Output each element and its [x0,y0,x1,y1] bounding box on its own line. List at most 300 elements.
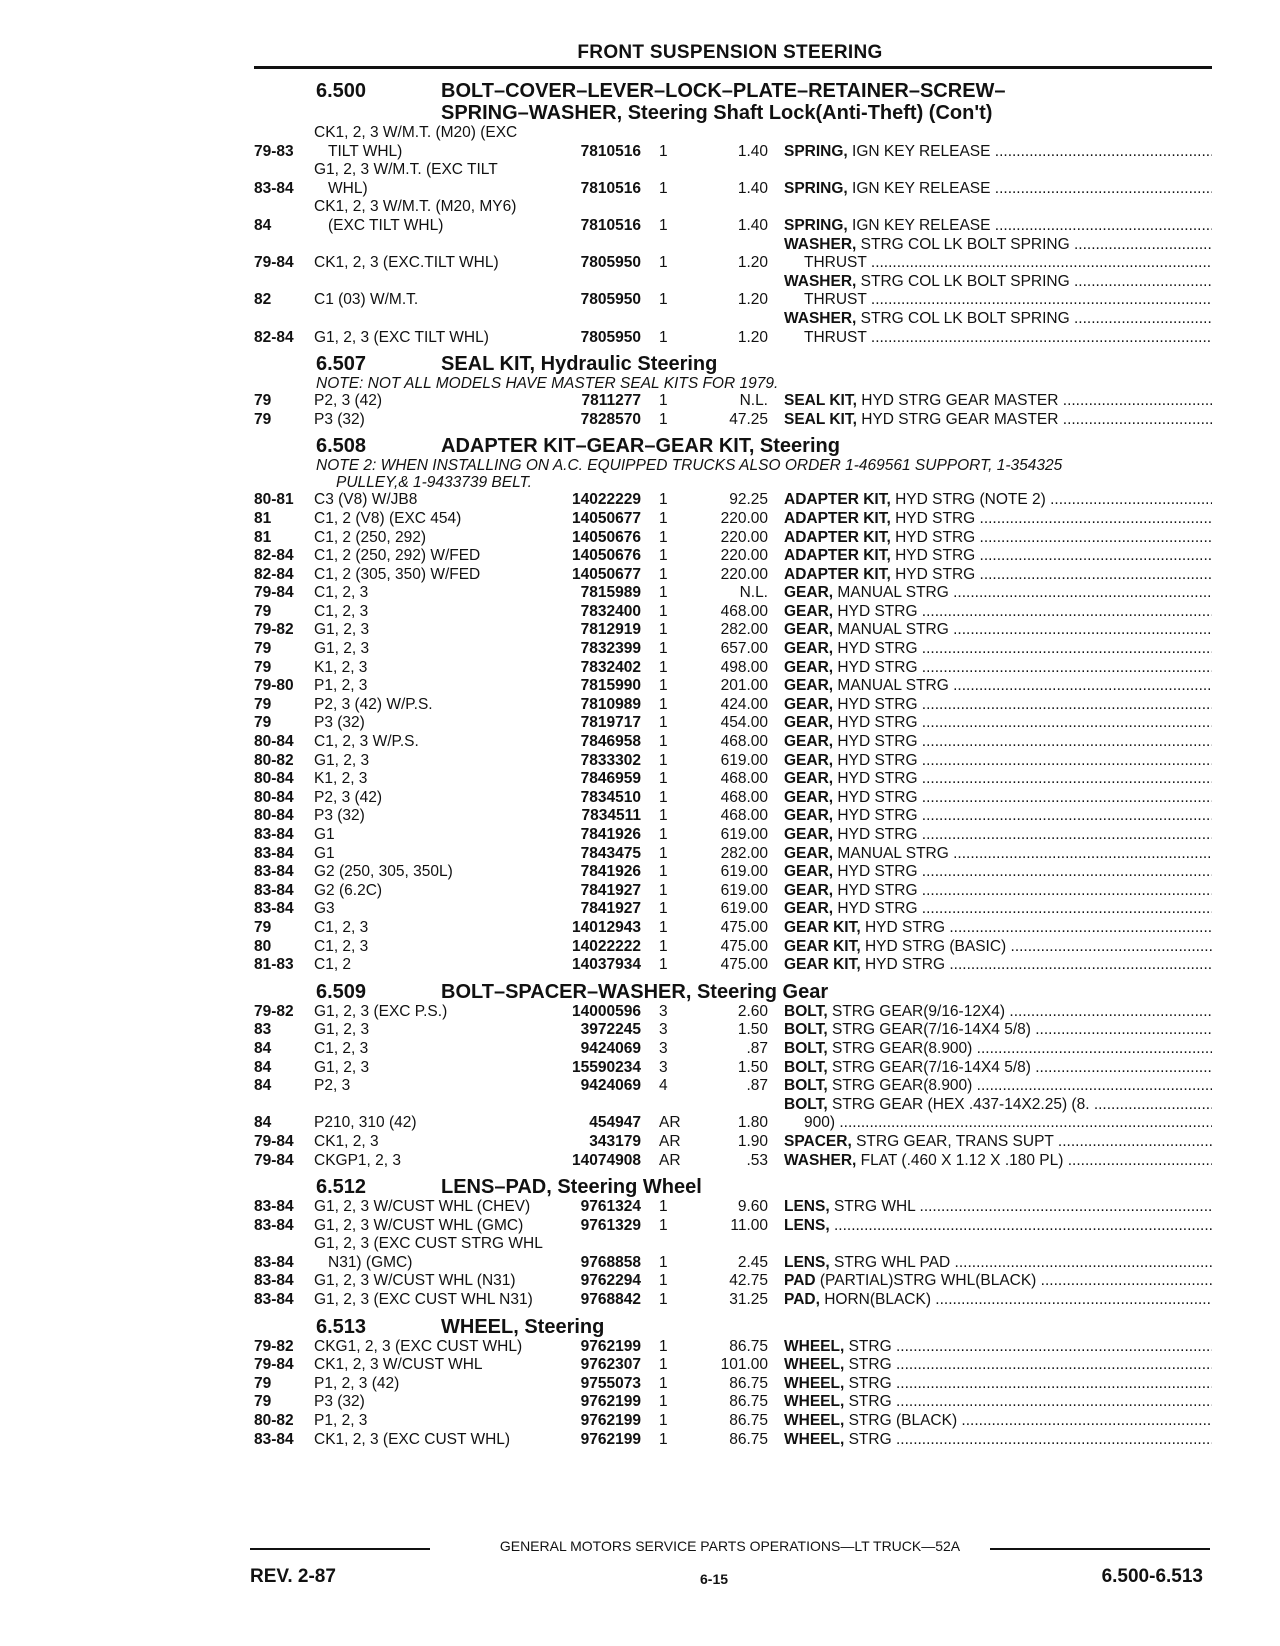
price: 1.90 [737,1132,768,1150]
part-description [776,1431,1212,1450]
model-years: 83-84 [254,1272,294,1290]
description-line [784,1356,1212,1375]
description-line-continued [784,291,1212,310]
model-line: C1, 2 (305, 350) W/FED [314,565,481,583]
table-row [254,621,1212,640]
model-years: 80-84 [254,733,294,751]
price: 475.00 [720,918,768,936]
part-description [776,143,1212,162]
part-name: SPRING, [784,142,848,160]
part-description [776,621,1212,640]
quantity: 1 [659,863,668,881]
model-line: C1, 2 (250, 292) W/FED [314,547,481,565]
part-number: 454947 [589,1114,641,1132]
description-line [784,826,1212,845]
header-rule [254,66,1212,69]
model-description [314,1133,569,1152]
quantity: 1 [659,695,668,713]
part-detail: HYD STRG ..... [865,919,1212,936]
part-detail: HYD STRG (BASIC) ..... [865,938,1212,955]
part-name: ADAPTER KIT, [784,509,891,527]
price: 201.00 [720,677,768,695]
model-line: G1, 2, 3 (EXC CUST STRG WHL [314,1235,543,1253]
model-line: P3 (32) [314,807,365,825]
price: 468.00 [720,770,768,788]
model-line: CKGP1, 2, 3 [314,1151,402,1169]
part-name: WHEEL, [784,1337,845,1355]
model-description [314,1412,569,1431]
table-row [254,938,1212,957]
part-description [776,770,1212,789]
price: 475.00 [720,956,768,974]
model-line: P1, 2, 3 [314,677,368,695]
model-line: C1 (03) W/M.T. [314,291,419,309]
description-line [784,1040,1212,1059]
price: 657.00 [720,640,768,658]
description-line [784,1152,1212,1171]
part-detail: MANUAL STRG ..... [837,621,1212,638]
description-line [784,845,1212,864]
part-detail: STRG WHL ..... [834,1198,1212,1215]
model-years: 82-84 [254,565,294,583]
section-number: 6.500 [316,80,367,102]
model-years: 79 [254,658,272,676]
model-line: P2, 3 (42) [314,392,383,410]
part-name: SEAL KIT, [784,410,857,428]
description-line [784,714,1212,733]
part-description [776,789,1212,808]
table-row [254,1235,1212,1272]
section-number: 6.512 [316,1176,367,1199]
quantity: 1 [659,937,668,955]
quantity: 1 [659,392,668,410]
model-years: 79-84 [254,254,294,272]
part-detail: STRG GEAR, TRANS SUPT ..... [856,1133,1212,1150]
parts-listing [254,74,1212,1449]
price: 454.00 [720,714,768,732]
description-line [784,640,1212,659]
part-detail: STRG GEAR(8.900) ..... [832,1077,1212,1094]
model-line: C1, 2 (V8) (EXC 454) [314,509,462,527]
model-description [314,938,569,957]
model-years: 80-82 [254,751,294,769]
description-line [784,752,1212,771]
quantity: 1 [659,1356,668,1374]
part-description [776,1059,1212,1078]
part-description [776,845,1212,864]
model-description [314,1338,569,1357]
quantity: 1 [659,142,668,160]
model-years: 83-84 [254,826,294,843]
description-line-continued [784,329,1212,348]
part-name: LENS, [784,1216,830,1234]
model-years: 84 [254,1039,272,1057]
description-line [784,621,1212,640]
part-number: 9762294 [580,1272,641,1290]
quantity: 1 [659,733,668,751]
model-years: 84 [254,1077,272,1095]
description-line [784,547,1212,566]
footer-publisher-text: GENERAL MOTORS SERVICE PARTS OPERATIONS—LT TRUCK—52A [490,1538,970,1554]
table-row [254,1198,1212,1217]
table-row [254,863,1212,882]
part-number: 7834510 [580,788,641,806]
part-detail: STRG COL LK BOLT SPRING ..... [861,310,1212,327]
model-description [314,124,569,161]
quantity: 1 [659,844,668,862]
part-name: GEAR, [784,658,834,676]
section-title [441,435,1212,457]
model-description [314,882,569,901]
part-number: 7841927 [580,881,641,899]
model-description [314,919,569,938]
part-detail: STRG GEAR(8.900) ..... [832,1040,1212,1057]
model-description [314,198,569,235]
part-description [776,603,1212,622]
quantity: 1 [659,640,668,658]
model-description [314,621,569,640]
quantity: 1 [659,1291,668,1309]
description-line [784,1393,1212,1412]
description-line [784,1059,1212,1078]
part-name: ADAPTER KIT, [784,528,891,546]
section-title [441,1176,1212,1198]
section-note: NOTE: NOT ALL MODELS HAVE MASTER SEAL KITS FOR 1979. [316,375,779,393]
section-heading [254,981,1212,1003]
part-description [776,236,1212,273]
page-number: 6-15 [700,1571,729,1587]
model-description [314,547,569,566]
part-description [776,1254,1212,1273]
section-heading [254,435,1212,457]
model-line: CK1, 2, 3 (EXC CUST WHL) [314,1430,511,1448]
model-line: CK1, 2, 3 W/M.T. (M20, MY6) [314,198,517,216]
part-name: GEAR, [784,695,834,713]
quantity: 1 [659,509,668,527]
part-name: BOLT, [784,1021,828,1039]
description-line [784,1133,1212,1152]
part-name: BOLT, [784,1039,828,1057]
model-description [314,392,569,411]
description-line [784,938,1212,957]
model-description [314,1217,569,1236]
part-number: 14022222 [572,937,641,955]
model-years: 80-84 [254,788,294,806]
part-number: 9762199 [580,1337,641,1355]
section-number: 6.513 [316,1315,367,1338]
model-line: G1 [314,826,335,843]
part-name: SPRING, [784,179,848,197]
model-years: 79-84 [254,1132,294,1150]
description-line [784,180,1212,199]
model-description [314,1198,569,1217]
model-years: 80 [254,937,272,955]
table-row [254,733,1212,752]
part-description [776,1133,1212,1152]
model-line: P1, 2, 3 [314,1412,368,1430]
table-row [254,1217,1212,1236]
model-years: 83-84 [254,179,294,197]
quantity: 3 [659,1021,668,1039]
description-line [784,310,1212,329]
part-description [776,1393,1212,1412]
price: 220.00 [720,565,768,583]
model-line: G1, 2, 3 [314,1058,370,1076]
section-number: 6.507 [316,353,367,376]
quantity: 1 [659,547,668,565]
section-title-line: BOLT–SPACER–WASHER, Steering Gear [441,980,829,1003]
table-row [254,1356,1212,1375]
model-description [314,1059,569,1078]
quantity: 1 [659,328,668,346]
model-line: C1, 2, 3 [314,1039,369,1057]
part-description [776,1291,1212,1310]
model-description [314,566,569,585]
model-years: 79-83 [254,142,294,160]
part-name: WASHER, [784,309,857,327]
part-detail: HYD STRG ..... [837,826,1212,843]
price: 220.00 [720,509,768,527]
section-heading [254,80,1212,124]
part-name: WHEEL, [784,1356,845,1374]
part-number: 7810516 [580,142,641,160]
description-line [784,1021,1212,1040]
model-line: G1, 2, 3 [314,1021,370,1039]
table-row [254,752,1212,771]
part-description [776,566,1212,585]
price: 86.75 [729,1374,768,1392]
table-row [254,1272,1212,1291]
part-description [776,1338,1212,1357]
price: 1.20 [737,291,768,309]
part-number: 7841926 [580,826,641,843]
quantity: 1 [659,1337,668,1355]
part-number: 14022229 [572,491,641,509]
part-name: GEAR, [784,807,834,825]
section-number: 6.508 [316,435,367,458]
part-description [776,273,1212,310]
description-line [784,863,1212,882]
part-detail-continued: THRUST ..... [804,291,1212,308]
part-number: 7819717 [580,714,641,732]
section-title [441,1316,1212,1338]
model-description [314,752,569,771]
model-years: 83-84 [254,881,294,899]
part-detail: HYD STRG ..... [837,733,1212,750]
quantity: 1 [659,1374,668,1392]
section-title-line: ADAPTER KIT–GEAR–GEAR KIT, Steering [441,435,840,458]
section-title [441,80,1212,124]
price: 619.00 [720,826,768,843]
quantity: 1 [659,1272,668,1290]
section-number: 6.509 [316,980,367,1003]
model-description [314,510,569,529]
table-row [254,161,1212,198]
part-number: 9761329 [580,1216,641,1234]
part-name: BOLT, [784,1077,828,1095]
description-line [784,677,1212,696]
part-description [776,1152,1212,1171]
table-row [254,310,1212,347]
model-years: 79-82 [254,1337,294,1355]
quantity: 1 [659,770,668,788]
quantity: 1 [659,1393,668,1411]
description-line [784,1431,1212,1450]
model-line: C1, 2, 3 [314,918,369,936]
quantity: 3 [659,1058,668,1076]
part-name: GEAR, [784,733,834,751]
part-description [776,677,1212,696]
model-line: G1, 2, 3 (EXC CUST WHL N31) [314,1291,533,1309]
model-line: C1, 2, 3 [314,602,369,620]
model-line: P1, 2, 3 (42) [314,1374,400,1392]
section-title-line: LENS–PAD, Steering Wheel [441,1176,702,1199]
quantity: 1 [659,179,668,197]
model-description [314,956,569,975]
model-description [314,1003,569,1022]
part-name: SPRING, [784,216,848,234]
part-description [776,510,1212,529]
model-years: 84 [254,1058,272,1076]
model-years: 83-84 [254,863,294,881]
part-name: BOLT, [784,1002,828,1020]
section-heading [254,1316,1212,1338]
part-detail: HYD STRG ..... [837,900,1212,917]
table-row [254,411,1212,430]
part-name: LENS, [784,1198,830,1216]
description-line [784,1096,1212,1115]
part-number: 9768858 [580,1253,641,1271]
price: 1.40 [737,216,768,234]
model-line: P2, 3 (42) [314,788,383,806]
model-description [314,789,569,808]
table-row [254,603,1212,622]
table-row [254,198,1212,235]
model-line: G1, 2, 3 [314,751,370,769]
quantity: 1 [659,1198,668,1216]
model-description [314,640,569,659]
part-description [776,584,1212,603]
model-line: G3 [314,900,335,918]
part-detail: MANUAL STRG ..... [837,845,1212,862]
price: 92.25 [729,491,768,509]
quantity: 1 [659,826,668,843]
table-row [254,1412,1212,1431]
model-line: N31) (GMC) [328,1253,413,1271]
part-name: PAD [784,1272,816,1290]
model-line: CK1, 2, 3 W/CUST WHL [314,1356,483,1374]
model-years: 79 [254,918,272,936]
part-description [776,752,1212,771]
price: 475.00 [720,937,768,955]
model-description [314,826,569,845]
section-title-line: WHEEL, Steering [441,1315,605,1338]
part-name: GEAR, [784,677,834,695]
price: 31.25 [729,1291,768,1309]
part-detail: HYD STRG ..... [837,640,1212,657]
price: 1.20 [737,328,768,346]
part-name: GEAR, [784,640,834,658]
quantity: 1 [659,788,668,806]
part-description [776,1096,1212,1133]
model-line: G1, 2, 3 W/CUST WHL (CHEV) [314,1198,531,1216]
description-line [784,1217,1212,1236]
quantity: 1 [659,956,668,974]
model-line: C1, 2 [314,956,352,974]
model-description [314,1431,569,1450]
description-line [784,956,1212,975]
part-name: GEAR KIT, [784,918,861,936]
table-row [254,1040,1212,1059]
table-row [254,714,1212,733]
price: 282.00 [720,621,768,639]
description-line [784,217,1212,236]
part-number: 7810516 [580,179,641,197]
model-description [314,1393,569,1412]
model-years: 81 [254,528,272,546]
part-description [776,659,1212,678]
model-line: G1, 2, 3 W/CUST WHL (GMC) [314,1216,524,1234]
model-line: (EXC TILT WHL) [328,216,444,234]
price: 101.00 [720,1356,768,1374]
quantity: 3 [659,1002,668,1020]
model-description [314,1375,569,1394]
model-description [314,584,569,603]
part-description [776,491,1212,510]
table-row [254,584,1212,603]
model-line: CK1, 2, 3 W/M.T. (M20) (EXC [314,124,518,141]
part-number: 9424069 [580,1077,641,1095]
quantity: 1 [659,807,668,825]
part-name: GEAR, [784,751,834,769]
price: 2.60 [737,1002,768,1020]
price: 619.00 [720,881,768,899]
model-description [314,845,569,864]
part-detail: STRG WHL PAD ..... [834,1254,1212,1271]
model-line: G1 [314,844,335,862]
model-years: 82 [254,291,272,309]
part-detail: STRG GEAR(9/16-12X4) ..... [832,1003,1212,1020]
part-detail: STRG ..... [849,1393,1212,1410]
table-row [254,640,1212,659]
part-name: SEAL KIT, [784,392,857,410]
price: 86.75 [729,1393,768,1411]
description-line [784,1003,1212,1022]
revision-label: REV. 2-87 [250,1566,336,1587]
part-name: WHEEL, [784,1393,845,1411]
description-line [784,659,1212,678]
table-row [254,882,1212,901]
model-description [314,1272,569,1291]
section-title-line: SEAL KIT, Hydraulic Steering [441,353,718,376]
part-number: 14074908 [572,1151,641,1169]
model-years: 79-84 [254,584,294,602]
part-detail: HYD STRG ..... [837,863,1212,880]
part-detail: HYD STRG GEAR MASTER ..... [861,392,1212,409]
model-description [314,1152,569,1171]
part-detail: STRG ..... [849,1375,1212,1392]
part-detail: HYD STRG ..... [837,770,1212,787]
price: 86.75 [729,1430,768,1448]
model-years: 81 [254,509,272,527]
model-line: G1, 2, 3 (EXC P.S.) [314,1002,448,1020]
price: 220.00 [720,528,768,546]
model-years: 80-84 [254,807,294,825]
part-name: GEAR, [784,770,834,788]
model-line: P2, 3 [314,1077,351,1095]
part-name: GEAR KIT, [784,937,861,955]
part-detail: STRG ..... [849,1338,1212,1355]
